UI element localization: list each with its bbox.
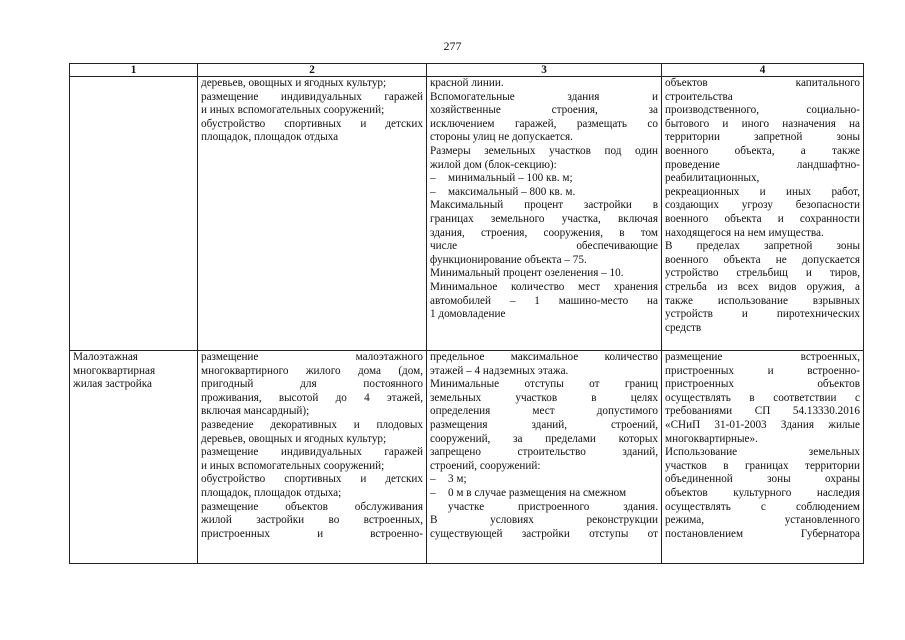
text-line: жилой застройки во встроенных, xyxy=(201,514,423,527)
row1-permitted-uses-cell xyxy=(198,77,427,351)
column-header-3: 3 xyxy=(427,64,662,77)
page-number: 277 xyxy=(443,39,462,53)
text-line: В условиях реконструкции xyxy=(430,514,658,527)
text-line: жилая застройка xyxy=(73,378,152,391)
text-line: реабилитационных, xyxy=(665,172,760,185)
zoning-regulations-table xyxy=(69,63,864,564)
bullet-dash: – xyxy=(430,486,436,499)
text-line: исключением гаражей, размещать со xyxy=(430,117,658,130)
column-header-1: 1 xyxy=(70,64,198,77)
bullet-list-item xyxy=(430,487,658,501)
text-line: земельных участков в целях xyxy=(430,391,658,404)
text-line: «СНиП 31-01-2003 Здания жилые xyxy=(665,418,860,431)
text-line: существующей застройки отступы от xyxy=(430,527,658,540)
text-line: функционирование объекта – 75. xyxy=(430,253,587,266)
row2-land-use-type-cell xyxy=(70,351,198,564)
text-line: автомобилей – 1 машино-место на xyxy=(430,294,658,307)
text-line: рекреационных и иных работ, xyxy=(665,185,860,198)
row2-restrictions-cell xyxy=(662,351,864,564)
bullet-continuation-line: участке пристроенного здания. xyxy=(448,500,658,513)
text-line: площадок, площадок отдыха xyxy=(201,131,339,144)
text-line: бытового и иного назначения на xyxy=(665,117,860,130)
text-line: запрещено строительство зданий, xyxy=(430,446,658,459)
text-line: и иных вспомогательных сооружений; xyxy=(201,459,385,472)
bullet-list-item xyxy=(430,186,658,200)
text-line: участков в границах территории xyxy=(665,459,860,472)
text-line: размещения зданий, строений, xyxy=(430,418,658,431)
text-line: многоквартирные». xyxy=(665,432,758,445)
text-line: размещение встроенных, xyxy=(665,351,860,363)
text-line: деревьев, овощных и ягодных культур; xyxy=(201,432,387,445)
text-line: Размеры земельных участков под один xyxy=(430,144,658,157)
text-line: постановлением Губернатора xyxy=(665,527,860,540)
text-line: Вспомогательные здания и xyxy=(430,90,658,103)
text-line: строений, сооружений: xyxy=(430,459,541,472)
bullet-list-item xyxy=(430,473,658,487)
text-line: предельное максимальное количество xyxy=(430,351,658,363)
row1-land-use-type-cell xyxy=(70,77,198,351)
text-line: пригодный для постоянного xyxy=(201,378,423,391)
column-header-2: 2 xyxy=(198,64,427,77)
text-line: многоквартирная xyxy=(73,364,156,377)
text-line: территории запретной зоны xyxy=(665,131,860,144)
text-line: обустройство спортивных и детских xyxy=(201,473,423,486)
bullet-dash: – xyxy=(430,172,436,185)
text-line: многоквартирного жилого дома (дом, xyxy=(201,364,423,377)
text-line: разведение декоративных и плодовых xyxy=(201,418,423,431)
text-line: военного объекта, а также xyxy=(665,144,860,157)
text-line: пристроенных и встроенно- xyxy=(201,527,423,540)
text-line: границах земельного участка, включая xyxy=(430,212,658,225)
text-line: площадок, площадок отдыха; xyxy=(201,486,342,499)
table-row xyxy=(70,351,864,564)
text-line: стрельба из всех видов оружия, а xyxy=(665,280,860,293)
bullet-list-item xyxy=(430,172,658,186)
row1-restrictions-cell xyxy=(662,77,864,351)
text-line: определения мест допустимого xyxy=(430,405,658,418)
text-line: размещение малоэтажного xyxy=(201,351,423,363)
text-line: сооружений, за пределами которых xyxy=(430,432,658,445)
text-line: размещение индивидуальных гаражей xyxy=(201,90,423,103)
text-line: осуществлять с соблюдением xyxy=(665,500,860,513)
text-line: проживания, высотой до 4 этажей, xyxy=(201,391,423,404)
text-line: устройство стрельбищ и тиров, xyxy=(665,267,860,280)
text-line: объектов капитального xyxy=(665,77,860,89)
text-line: Максимальный процент застройки в xyxy=(430,199,658,212)
text-line: Минимальный процент озеленения – 10. xyxy=(430,267,624,280)
text-line: средств xyxy=(665,321,702,334)
text-line: пристроенных объектов xyxy=(665,378,860,391)
text-line: проведение ландшафтно- xyxy=(665,158,860,171)
text-line: объектов культурного наследия xyxy=(665,486,860,499)
row2-permitted-uses-cell xyxy=(198,351,427,564)
text-line: Минимальные отступы от границ xyxy=(430,378,658,391)
text-line: осуществлять в соответствии с xyxy=(665,391,860,404)
table-row xyxy=(70,77,864,351)
table-header-row xyxy=(70,64,864,77)
text-line: режима, установленного xyxy=(665,514,860,527)
text-line: находящегося на нем имущества. xyxy=(665,226,824,239)
text-line: Использование земельных xyxy=(665,446,860,459)
text-line: В пределах запретной зоны xyxy=(665,240,860,253)
text-line: производственного, социально- xyxy=(665,104,860,117)
text-line: Минимальное количество мест хранения xyxy=(430,280,658,293)
text-line: числе обеспечивающие xyxy=(430,240,658,253)
text-line: военного объекта и сохранности xyxy=(665,212,860,225)
text-line: 1 домовладение xyxy=(430,308,506,321)
text-line: деревьев, овощных и ягодных культур; xyxy=(201,77,387,89)
text-line: здания, строения, сооружения, в том xyxy=(430,226,658,239)
text-line: и иных вспомогательных сооружений; xyxy=(201,104,385,117)
text-line: также использование взрывных xyxy=(665,294,860,307)
text-line: обустройство спортивных и детских xyxy=(201,117,423,130)
text-line: жилой дом (блок-секцию): xyxy=(430,158,557,171)
row2-parameters-cell xyxy=(427,351,662,564)
text-line: красной линии. xyxy=(430,77,504,89)
text-line: требованиями СП 54.13330.2016 xyxy=(665,405,860,418)
text-line: строительства xyxy=(665,90,733,103)
text-line: этажей – 4 надземных этажа. xyxy=(430,364,569,377)
bullet-text: максимальный – 800 кв. м. xyxy=(448,185,576,198)
text-line: объединенной зоны охраны xyxy=(665,473,860,486)
row1-parameters-cell xyxy=(427,77,662,351)
bullet-text: минимальный – 100 кв. м; xyxy=(448,172,573,185)
column-header-4: 4 xyxy=(662,64,864,77)
text-line: военного объекта не допускается xyxy=(665,253,860,266)
text-line: устройств и пиротехнических xyxy=(665,308,860,321)
bullet-text: 3 м; xyxy=(448,473,467,486)
text-line: включая мансардный); xyxy=(201,405,310,418)
text-line: стороны улиц не допускается. xyxy=(430,131,573,144)
text-line: размещение индивидуальных гаражей xyxy=(201,446,423,459)
text-line: размещение объектов обслуживания xyxy=(201,500,423,513)
text-line: Малоэтажная xyxy=(73,351,138,363)
bullet-text: 0 м в случае размещения на смежном xyxy=(448,486,627,499)
text-line: хозяйственные строения, за xyxy=(430,104,658,117)
bullet-dash: – xyxy=(430,473,436,486)
text-line: создающих угрозу безопасности xyxy=(665,199,860,212)
text-line: пристроенных и встроенно- xyxy=(665,364,860,377)
bullet-dash: – xyxy=(430,185,436,198)
